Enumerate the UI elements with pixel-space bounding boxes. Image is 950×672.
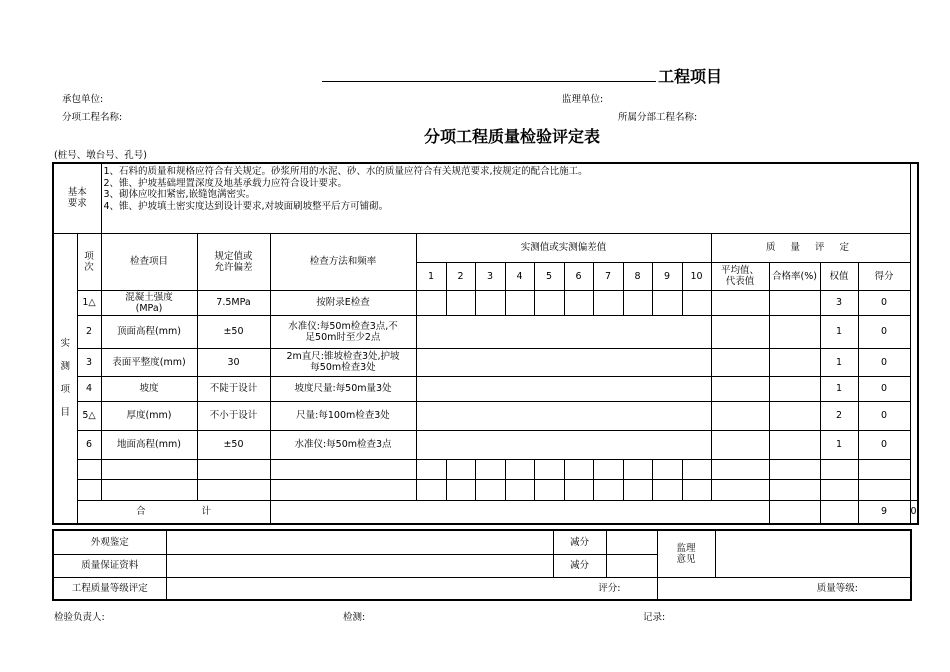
row-spec: ±50 (197, 315, 270, 348)
row-item: 顶面高程(mm) (101, 315, 197, 348)
col-num-4: 4 (505, 262, 534, 290)
appearance-label: 外观鉴定 (53, 530, 166, 554)
basic-requirements-text (101, 163, 910, 233)
row-score: 0 (858, 430, 910, 459)
row-spec: 不小于设计 (197, 401, 270, 430)
row-method: 尺量:每100m检查3处 (270, 401, 416, 430)
row-weight: 3 (820, 290, 858, 315)
row-weight: 1 (820, 315, 858, 348)
col-num-2: 2 (446, 262, 475, 290)
col-score: 得分 (858, 262, 910, 290)
table-row (53, 290, 918, 315)
row-score: 0 (858, 376, 910, 401)
row-method: 按附录E检查 (270, 290, 416, 315)
requirement-line: 3、砌体应咬扣紧密,嵌缝饱满密实。 (103, 189, 256, 200)
project-name-line (322, 81, 656, 82)
total-score: 0 (910, 500, 918, 524)
evaluation-table (52, 529, 912, 601)
total-label (77, 500, 270, 524)
measured-items-side-label: 实 测 项 目 (53, 233, 77, 524)
col-num-6: 6 (564, 262, 593, 290)
recorder-label: 记录: (643, 612, 666, 623)
supervisor-label: 监理单位: (562, 94, 604, 105)
row-seq: 4 (77, 376, 101, 401)
col-spec: 规定值或 允许偏差 (197, 233, 270, 290)
tester-label: 检测: (343, 612, 366, 623)
quality-grade-label: 质量等级: (657, 577, 911, 600)
col-num-1: 1 (416, 262, 446, 290)
table-row (53, 430, 918, 459)
basic-requirements-label: 基本 要求 (53, 163, 101, 233)
requirement-line: 2、锥、护坡基础埋置深度及地基承载力应符合设计要求。 (103, 177, 348, 189)
form-title: 分项工程质量检验评定表 (423, 127, 600, 146)
col-measured: 实测值或实测偏差值 (416, 233, 711, 262)
table-row (53, 376, 918, 401)
subitem-name-label: 分项工程名称: (62, 112, 123, 123)
total-weight: 9 (858, 500, 910, 524)
inspection-table (52, 162, 919, 525)
row-item: 混凝土强度 (MPa) (101, 290, 197, 315)
row-weight: 1 (820, 348, 858, 376)
table-row (53, 315, 918, 348)
row-seq: 6 (77, 430, 101, 459)
row-seq: 2 (77, 315, 101, 348)
col-weight: 权值 (820, 262, 858, 290)
total-row (53, 500, 918, 524)
row-score: 0 (858, 401, 910, 430)
row-method: 水准仪:每50m检查3点,不 足50m时至少2点 (270, 315, 416, 348)
table-row-empty (53, 479, 918, 500)
row-score: 0 (858, 315, 910, 348)
row-seq: 5△ (77, 401, 101, 430)
col-num-10: 10 (682, 262, 711, 290)
row-item: 地面高程(mm) (101, 430, 197, 459)
total-label-a: 合 (135, 506, 146, 518)
col-seq: 项 次 (77, 233, 101, 290)
col-num-7: 7 (593, 262, 623, 290)
row-item: 表面平整度(mm) (101, 348, 197, 376)
row-method: 坡度尺量:每50m量3处 (270, 376, 416, 401)
quality-docs-label: 质量保证资料 (53, 554, 166, 577)
row-method: 2m直尺:锥坡检查3处,护坡 每50m检查3处 (270, 348, 416, 376)
row-method: 水准仪:每50m检查3点 (270, 430, 416, 459)
row-spec: 30 (197, 348, 270, 376)
col-check-item: 检查项目 (101, 233, 197, 290)
contractor-label: 承包单位: (62, 94, 104, 105)
requirement-line: 4、锥、护坡填土密实度达到设计要求,对坡面刷坡整平后方可铺砌。 (103, 200, 389, 212)
station-label: (桩号、墩台号、孔号) (54, 150, 147, 161)
col-method: 检查方法和频率 (270, 233, 416, 290)
row-seq: 1△ (77, 290, 101, 315)
row-item: 厚度(mm) (101, 401, 197, 430)
col-pass-rate: 合格率(%) (769, 262, 820, 290)
appearance-deduct-label: 减分 (553, 530, 606, 554)
table-row-empty (53, 459, 918, 479)
row-score: 0 (858, 348, 910, 376)
row-score: 0 (858, 290, 910, 315)
project-suffix: 工程项目 (658, 67, 723, 86)
supervision-opinion-label: 监理 意见 (657, 530, 715, 577)
row-weight: 2 (820, 401, 858, 430)
row-spec: ±50 (197, 430, 270, 459)
table-row (53, 401, 918, 430)
table-row (53, 348, 918, 376)
col-quality: 质 量 评 定 (711, 233, 910, 262)
parent-name-label: 所属分部工程名称: (618, 112, 698, 123)
col-num-9: 9 (652, 262, 682, 290)
row-spec: 7.5MPa (197, 290, 270, 315)
inspector-label: 检验负责人: (54, 612, 105, 623)
col-average: 平均值、 代表值 (711, 262, 769, 290)
row-item: 坡度 (101, 376, 197, 401)
row-weight: 1 (820, 376, 858, 401)
col-num-5: 5 (534, 262, 564, 290)
row-weight: 1 (820, 430, 858, 459)
requirement-line: 1、石料的质量和规格应符合有关规定。砂浆所用的水泥、砂、水的质量应符合有关规范要求,按规定的配合比施工。 (103, 166, 588, 177)
rating-label: 评分: (166, 577, 657, 600)
col-num-8: 8 (623, 262, 652, 290)
col-num-3: 3 (475, 262, 505, 290)
docs-deduct-label: 减分 (553, 554, 606, 577)
grade-eval-label: 工程质量等级评定 (53, 577, 166, 600)
total-label-b: 计 (201, 506, 212, 518)
row-spec: 不陡于设计 (197, 376, 270, 401)
row-seq: 3 (77, 348, 101, 376)
